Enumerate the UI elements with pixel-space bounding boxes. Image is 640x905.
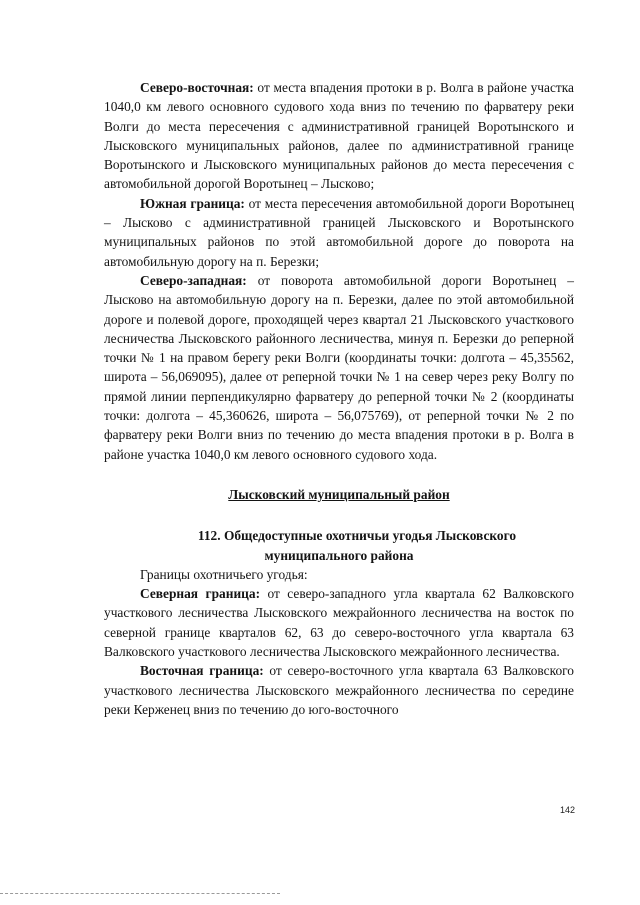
page-number: 142 [560, 805, 576, 815]
paragraph-lead: Северо-восточная: [140, 80, 254, 95]
paragraph-northeast-border [104, 78, 574, 194]
paragraph-lead: Северная граница: [140, 586, 261, 602]
paragraph-south-border [104, 194, 574, 271]
paragraph-text: от места впадения протоки в р. Волга в районе участка 1040,0 км левого основного судового хода вниз по течению по фарватеру реки Волги до места пересечения с административной границей Воротынского и Лысковского муниципальных районов, далее по административной границе Воротынского и Лысковского муниципальных районов до места пересечения с автомобильной дорогой Воротынец – Лысково; [104, 80, 574, 192]
body-text [104, 78, 574, 719]
paragraph-text: от поворота автомобильной дороги Воротынец – Лысково на автомобильную дорогу на п. Березки, далее по этой автомобильной дороге и полевой дороге, проходящей через квартал 21 Лысковского участкового лесничества Лысковского районного лесничества, минуя п. Березки до реперной точки № 1 на правом берегу реки Волги (координаты точки: долгота – 45,35562, широта – 56,069095), далее от реперной точки № 1 на север через реку Волгу по прямой линии перпендикулярно фарватеру до реперной точки № 2 (координаты точки: долгота – 45,360626, широта – 56,075769), от реперной точки № 2 по фарватеру реки Волги вниз по течению до места впадения протоки в р. Волга в районе участка 1040,0 км левого основного судового хода. [104, 272, 574, 462]
section-title-line-2: муниципального района [264, 547, 414, 563]
footer-divider [0, 893, 280, 894]
section-title-line-1: 112. Общедоступные охотничьи угодья Лысковского [197, 528, 517, 544]
paragraph-lead: Южная граница: [140, 195, 245, 211]
paragraph-lead: Восточная граница: [140, 663, 264, 679]
paragraph-northwest-border [104, 271, 574, 464]
paragraph-text: от северо-западного угла квартала 62 Валковского участкового лесничества Лысковского межрайонного лесничества на восток по северной границе кварталов 62, 63 до северо-восточного угла квартала 63 Валковского участкового лесничества Лысковского межрайонного лесничества. [104, 586, 574, 660]
paragraph-lead: Северо-западная: [140, 272, 247, 288]
paragraph-text: от места пересечения автомобильной дороги Воротынец – Лысково с административной границей Лысковского и Воротынского муниципальных районов по этой автомобильной дороге до поворота на автомобильную дорогу на п. Березки; [104, 195, 574, 269]
borders-intro: Границы охотничьего угодья: [140, 566, 308, 582]
paragraph-north-border [104, 584, 574, 661]
paragraph-east-border [104, 661, 574, 719]
paragraph-text: от северо-восточного угла квартала 63 Валковского участкового лесничества Лысковского межрайонного лесничества по середине реки Керженец вниз по течению до юго-восточного [104, 663, 574, 717]
district-heading: Лысковский муниципальный район [228, 486, 450, 502]
